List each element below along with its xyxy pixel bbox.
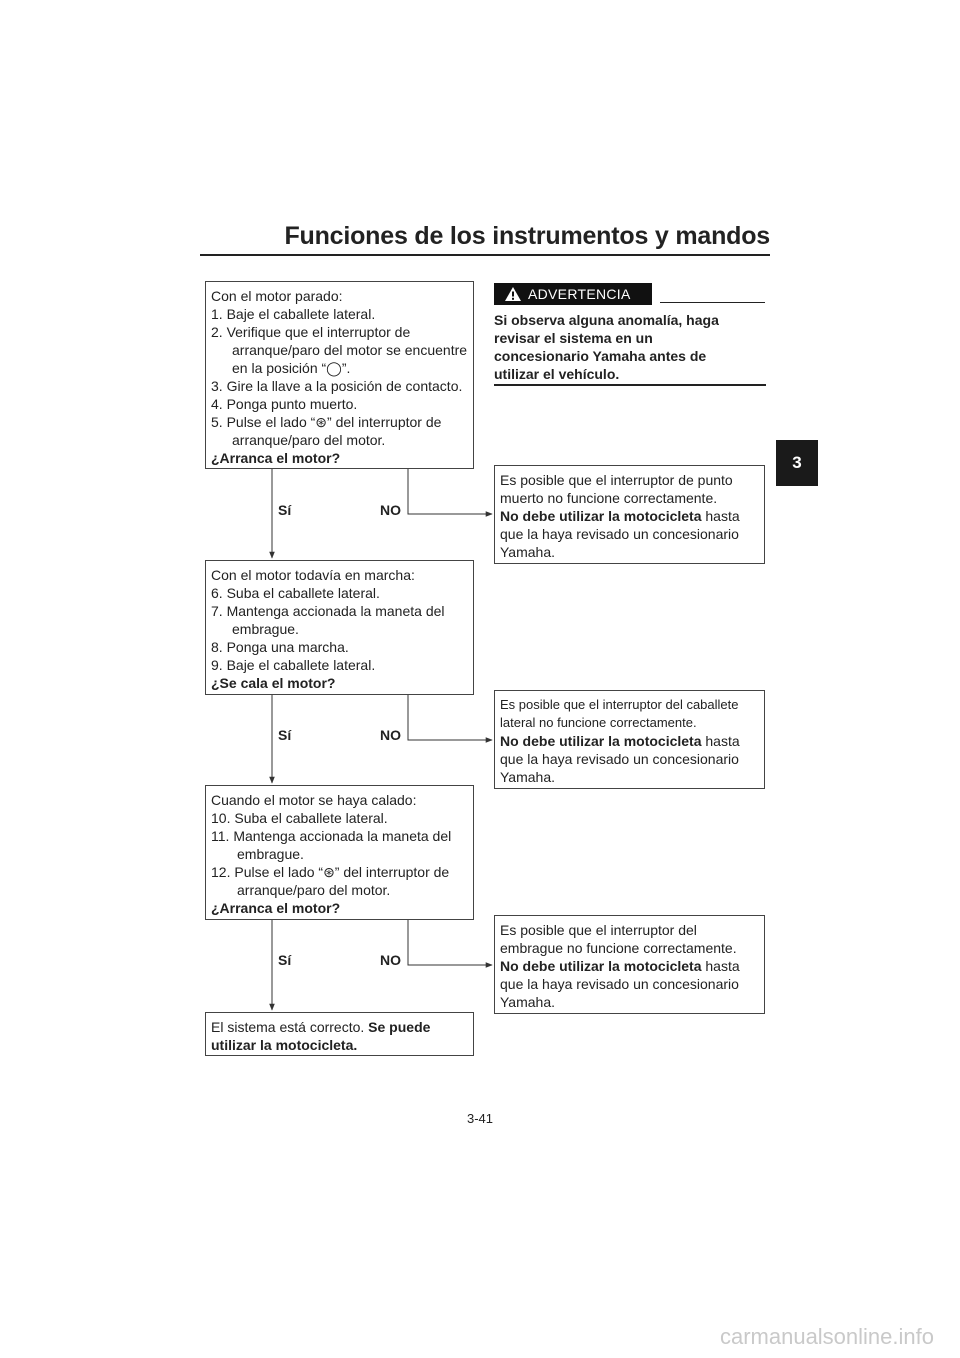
warning-badge-label: ADVERTENCIA	[528, 286, 631, 302]
no1-line: que la haya revisado un concesionario	[500, 526, 739, 542]
step3-line: embrague.	[237, 846, 304, 862]
warning-line: utilizar el vehículo.	[494, 366, 620, 382]
step1-line: 5. Pulse el lado “⊛” del interruptor de	[211, 414, 442, 430]
step3-line: Cuando el motor se haya calado:	[211, 792, 417, 808]
final-box	[205, 1012, 474, 1056]
no-result-box-3	[494, 915, 765, 1014]
no3-line: embrague no funcione correctamente.	[500, 940, 737, 956]
step3-box	[205, 785, 474, 920]
step2-line: 6. Suba el caballete lateral.	[211, 585, 380, 601]
step3-line: arranque/paro del motor.	[237, 882, 391, 898]
no2-line: Es posible que el interruptor del caballete	[500, 697, 739, 712]
no3-rest: hasta	[705, 958, 740, 974]
watermark: carmanualsonline.info	[719, 1324, 934, 1349]
step2-line: 8. Ponga una marcha.	[211, 639, 349, 655]
no-label-3: NO	[380, 952, 401, 968]
step2-line: Con el motor todavía en marcha:	[211, 567, 415, 583]
final-text: El sistema está correcto.	[211, 1019, 365, 1035]
final-bold-2: utilizar la motocicleta.	[211, 1037, 358, 1053]
page-title: Funciones de los instrumentos y mandos	[284, 222, 770, 250]
no-arrow-3	[408, 920, 492, 965]
no1-line: Es posible que el interruptor de punto	[500, 472, 733, 488]
no1-line: muerto no funcione correctamente.	[500, 490, 718, 506]
step1-line: arranque/paro del motor.	[232, 432, 386, 448]
warning-line: Si observa alguna anomalía, haga	[494, 312, 719, 328]
step1-line: Con el motor parado:	[211, 288, 343, 304]
warning-triangle-icon	[504, 286, 522, 302]
no2-line: lateral no funcione correctamente.	[500, 715, 697, 730]
step2-line: 7. Mantenga accionada la maneta del	[211, 603, 445, 619]
no1-line: Yamaha.	[500, 544, 555, 560]
no1-rest: hasta	[705, 508, 740, 524]
no3-line: que la haya revisado un concesionario	[500, 976, 739, 992]
step2-line: 9. Baje el caballete lateral.	[211, 657, 376, 673]
no1-bold: No debe utilizar la motocicleta	[500, 508, 702, 524]
step1-line: 4. Ponga punto muerto.	[211, 396, 358, 412]
step1-line: en la posición “◯”.	[232, 360, 351, 376]
step3-line: 10. Suba el caballete lateral.	[211, 810, 388, 826]
step3-line: 12. Pulse el lado “⊛” del interruptor de	[211, 864, 450, 880]
yes-label-2: Sí	[278, 727, 292, 743]
step2-question: ¿Se cala el motor?	[211, 675, 336, 691]
chapter-tab: 3	[776, 440, 818, 486]
warning-line: revisar el sistema en un	[494, 330, 653, 346]
warning-badge	[494, 283, 652, 305]
page-number: 3-41	[466, 1111, 494, 1126]
no3-line: Es posible que el interruptor del	[500, 922, 697, 938]
no3-bold: No debe utilizar la motocicleta	[500, 958, 702, 974]
step3-line: 11. Mantenga accionada la maneta del	[211, 828, 452, 844]
step1-line: 2. Verifique que el interruptor de	[211, 324, 411, 340]
yes-label-1: Sí	[278, 502, 292, 518]
no-arrow-2	[408, 695, 492, 740]
step1-box	[205, 281, 474, 469]
warning-bottom-rule	[494, 384, 766, 386]
no3-line: Yamaha.	[500, 994, 555, 1010]
no2-line: que la haya revisado un concesionario	[500, 751, 739, 767]
no-arrow-1	[408, 469, 492, 514]
step1-question: ¿Arranca el motor?	[211, 450, 341, 466]
warning-line: concesionario Yamaha antes de	[494, 348, 707, 364]
step1-line: 3. Gire la llave a la posición de contacto.	[211, 378, 463, 394]
no-label-1: NO	[380, 502, 401, 518]
step3-question: ¿Arranca el motor?	[211, 900, 341, 916]
yes-label-3: Sí	[278, 952, 292, 968]
no2-line: Yamaha.	[500, 769, 555, 785]
no-label-2: NO	[380, 727, 401, 743]
warning-text	[494, 311, 766, 383]
final-bold: Se puede	[368, 1019, 431, 1035]
step1-line: 1. Baje el caballete lateral.	[211, 306, 376, 322]
step2-box	[205, 560, 474, 695]
no2-bold: No debe utilizar la motocicleta	[500, 733, 702, 749]
warning-top-rule	[660, 302, 765, 303]
step1-line: arranque/paro del motor se encuentre	[232, 342, 468, 358]
step2-line: embrague.	[232, 621, 299, 637]
no2-rest: hasta	[705, 733, 740, 749]
no-result-box-1	[494, 465, 765, 564]
no-result-box-2	[494, 690, 765, 789]
